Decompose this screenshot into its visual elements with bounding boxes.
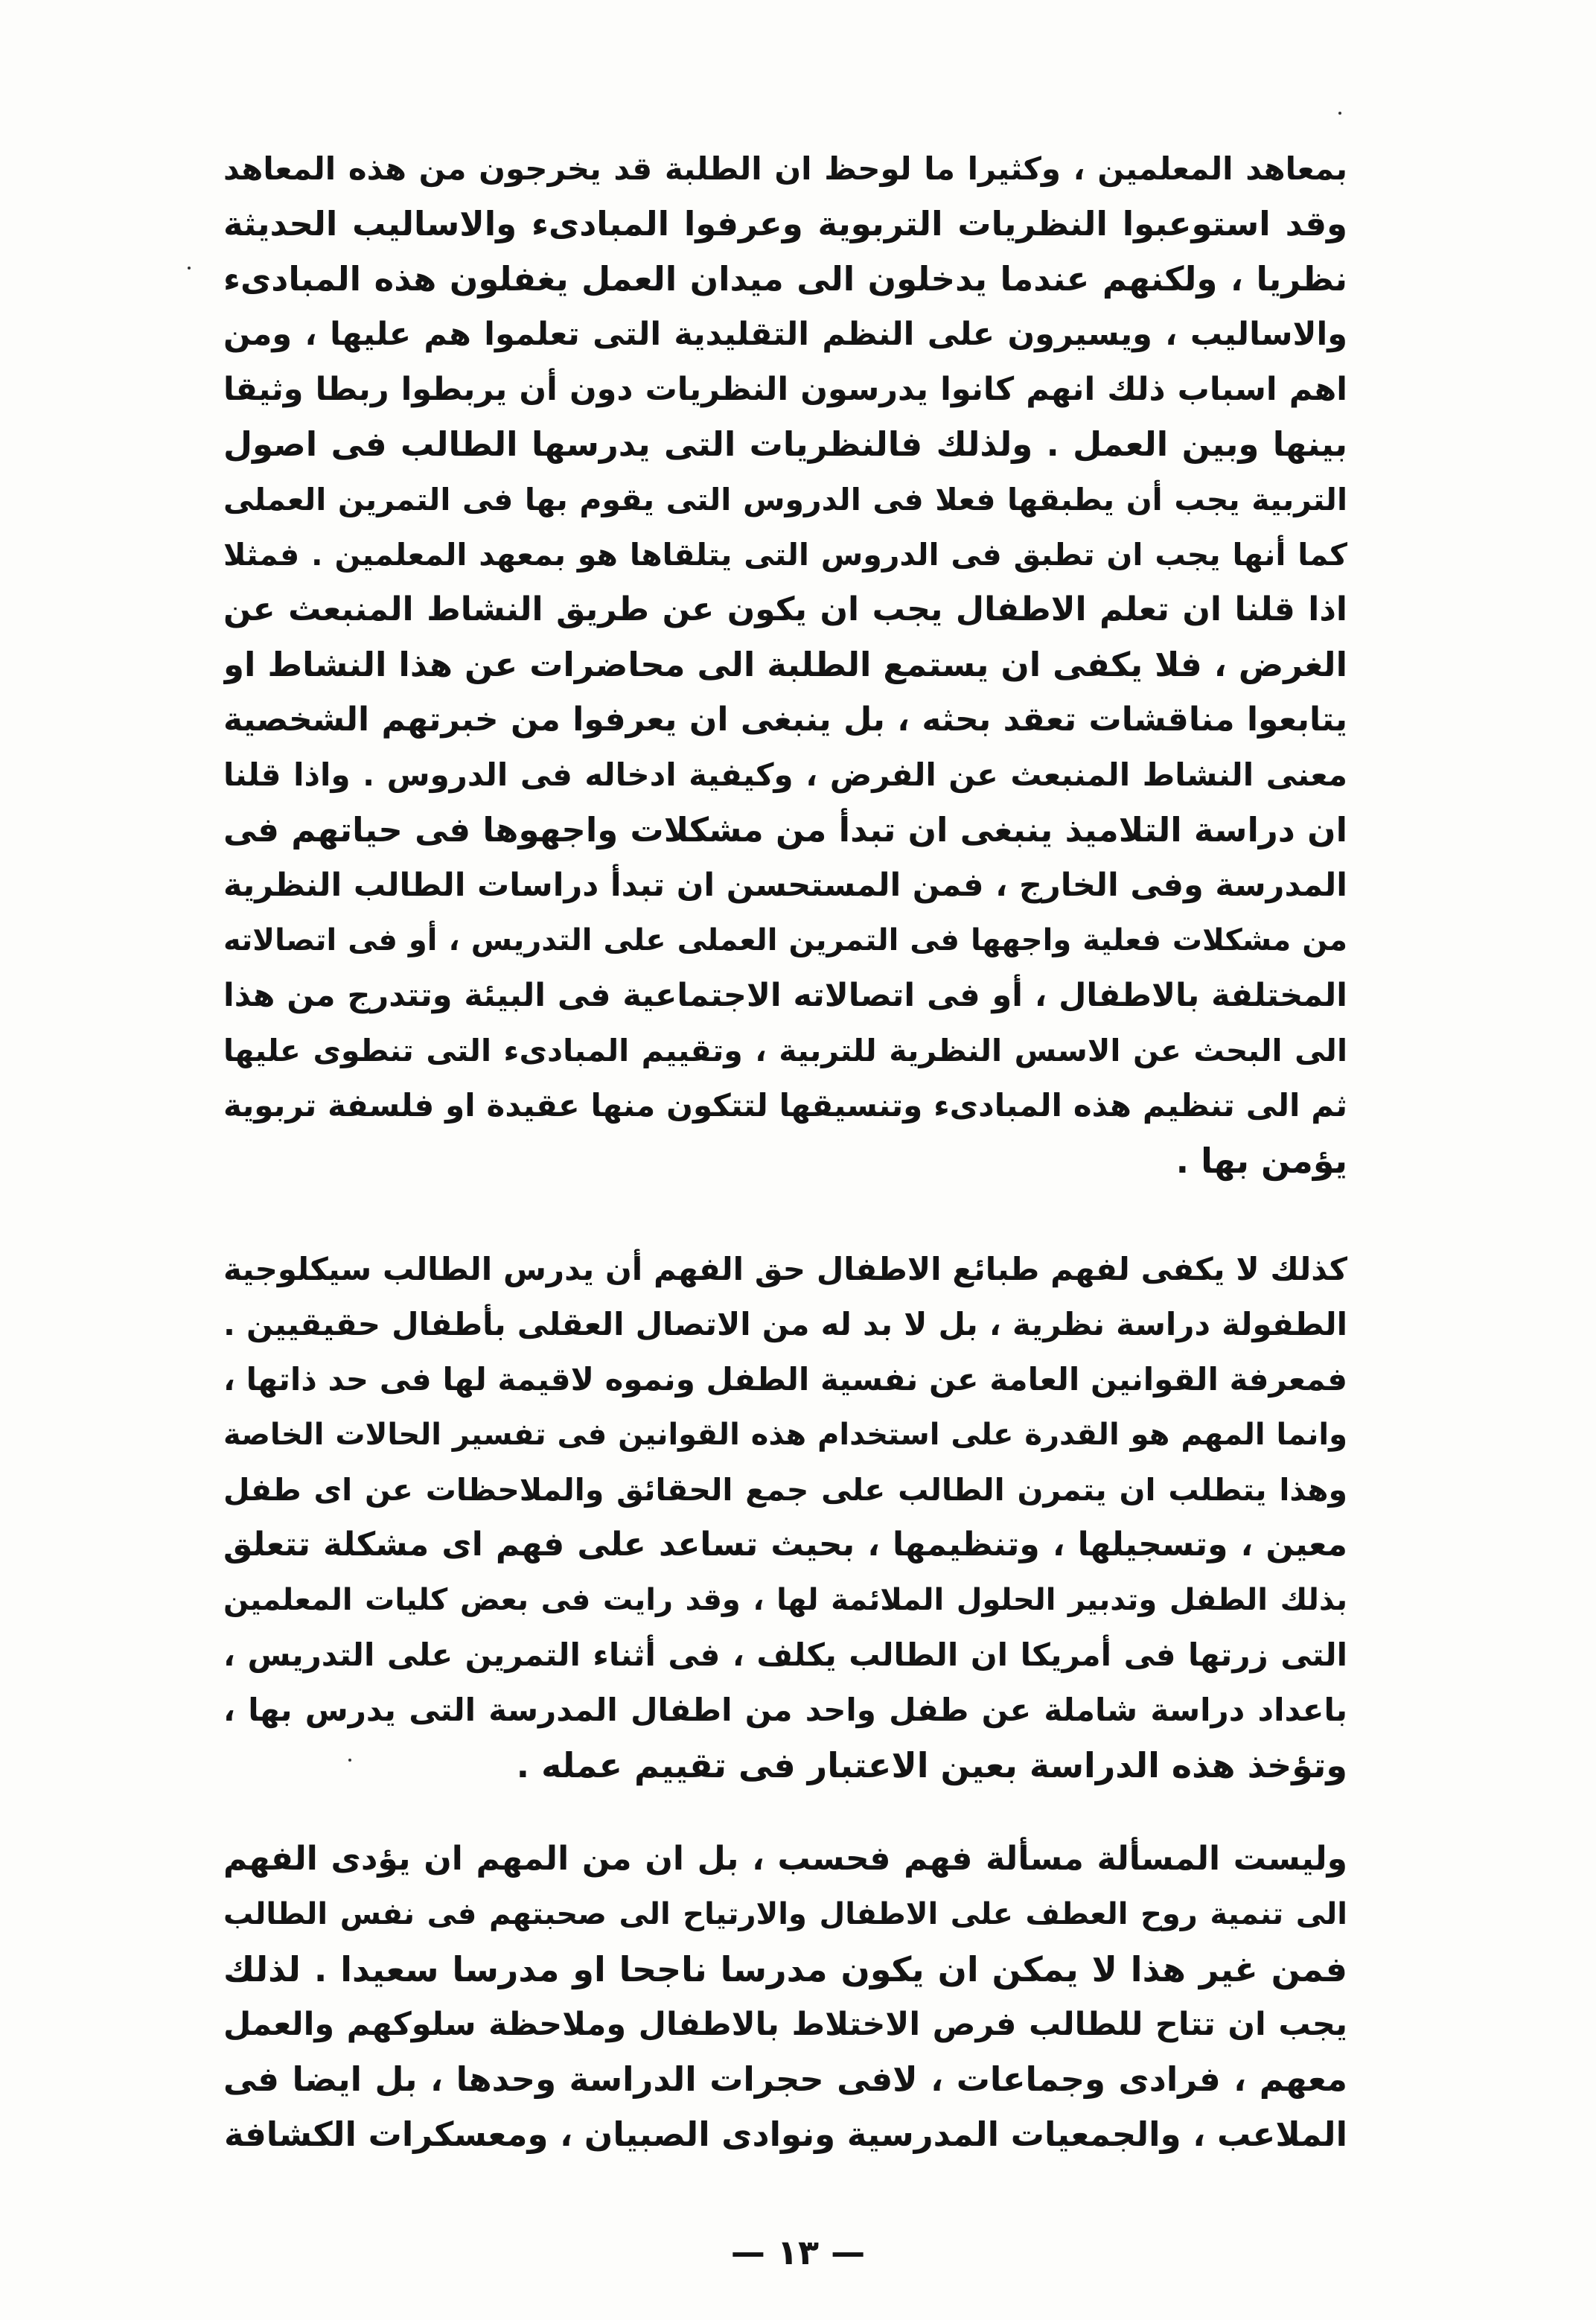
text-line: الى البحث عن الاسس النظرية للتربية ، وتقييم المبادىء التى تنطوى عليها xyxy=(223,1033,1347,1068)
text-line: التى زرتها فى أمريكا ان الطالب يكلف ، فى أثناء التمرين على التدريس ، xyxy=(223,1637,1347,1673)
text-line: الى تنمية روح العطف على الاطفال والارتياح الى صحبتهم فى نفس الطالب xyxy=(223,1897,1347,1931)
text-line: يجب ان تتاح للطالب فرص الاختلاط بالاطفال وملاحظة سلوكهم والعمل xyxy=(223,2006,1347,2043)
text-line: وهذا يتطلب ان يتمرن الطالب على جمع الحقائق والملاحظات عن اى طفل xyxy=(223,1472,1347,1508)
page-number: — ١٣ — xyxy=(730,2232,866,2272)
text-line: فمعرفة القوانين العامة عن نفسية الطفل ونموه لاقيمة لها فى حد ذاتها ، xyxy=(223,1361,1347,1398)
paragraph-3 xyxy=(223,1832,1347,2162)
text-line: بذلك الطفل وتدبير الحلول الملائمة لها ، وقد رايت فى بعض كليات المعلمين xyxy=(223,1583,1347,1617)
text-line: والاساليب ، ويسيرون على النظم التقليدية التى تعلموا هم عليها ، ومن xyxy=(223,316,1347,353)
text-line: معنى النشاط المنبعث عن الفرض ، وكيفية ادخاله فى الدروس . واذا قلنا xyxy=(223,756,1347,793)
text-line: باعداد دراسة شاملة عن طفل واحد من اطفال المدرسة التى يدرس بها ، xyxy=(223,1692,1347,1728)
text-line: كما أنها يجب ان تطبق فى الدروس التى يتلقاها هو بمعهد المعلمين . فمثلا xyxy=(223,537,1347,573)
text-line: معين ، وتسجيلها ، وتنظيمها ، بحيث تساعد على فهم اى مشكلة تتعلق xyxy=(223,1526,1347,1564)
text-line: وتؤخذ هذه الدراسة بعين الاعتبار فى تقييم عمله . xyxy=(516,1745,1347,1785)
text-line: وليست المسألة مسألة فهم فحسب ، بل ان من المهم ان يؤدى الفهم xyxy=(223,1840,1347,1878)
text-line: يتابعوا مناقشات تعقد بحثه ، بل ينبغى ان يعرفوا من خبرتهم الشخصية xyxy=(223,701,1347,739)
text-line: ان دراسة التلاميذ ينبغى ان تبدأ من مشكلات واجهوها فى حياتهم فى xyxy=(223,810,1347,850)
text-line: اذا قلنا ان تعلم الاطفال يجب ان يكون عن طريق النشاط المنبعث عن xyxy=(223,590,1347,628)
text-line: فمن غير هذا لا يمكن ان يكون مدرسا ناجحا او مدرسا سعيدا . لذلك xyxy=(223,1949,1347,1989)
text-line: معهم ، فرادى وجماعات ، لافى حجرات الدراسة وحدها ، بل ايضا فى xyxy=(223,2059,1347,2099)
text-line: يؤمن بها . xyxy=(1175,1141,1347,1181)
text-line: ثم الى تنظيم هذه المبادىء وتنسيقها لتتكون منها عقيدة او فلسفة تربوية xyxy=(223,1087,1347,1124)
text-line: وانما المهم هو القدرة على استخدام هذه القوانين فى تفسير الحالات الخاصة xyxy=(223,1418,1347,1452)
text-line: وقد استوعبوا النظريات التربوية وعرفوا المبادىء والاساليب الحديثة xyxy=(223,204,1347,243)
text-line: الطفولة دراسة نظرية ، بل لا بد له من الاتصال العقلى بأطفال حقيقيين . xyxy=(223,1306,1347,1342)
text-line: الغرض ، فلا يكفى ان يستمع الطلبة الى محاضرات عن هذا النشاط او xyxy=(223,645,1347,684)
text-line: نظريا ، ولكنهم عندما يدخلون الى ميدان العمل يغفلون هذه المبادىء xyxy=(223,259,1347,299)
paragraph-1 xyxy=(223,141,1347,1188)
paragraph-2 xyxy=(223,1242,1347,1793)
scan-speck xyxy=(188,267,191,270)
text-line: بمعاهد المعلمين ، وكثيرا ما لوحظ ان الطلبة قد يخرجون من هذه المعاهد xyxy=(223,150,1347,187)
text-line: المدرسة وفى الخارج ، فمن المستحسن ان تبدأ دراسات الطالب النظرية xyxy=(223,867,1347,904)
text-line: كذلك لا يكفى لفهم طبائع الاطفال حق الفهم أن يدرس الطالب سيكلوجية xyxy=(223,1251,1347,1287)
text-line: اهم اسباب ذلك انهم كانوا يدرسون النظريات دون أن يربطوا ربطا وثيقا xyxy=(223,371,1347,408)
text-line: التربية يجب أن يطبقها فعلا فى الدروس التى يقوم بها فى التمرين العملى xyxy=(223,482,1347,517)
text-line: المختلفة بالاطفال ، أو فى اتصالاته الاجتماعية فى البيئة وتتدرج من هذا xyxy=(223,977,1347,1014)
text-line: من مشكلات فعلية واجهها فى التمرين العملى على التدريس ، أو فى اتصالاته xyxy=(223,923,1347,957)
text-line: الملاعب ، والجمعيات المدرسية ونوادى الصبيان ، ومعسكرات الكشافة xyxy=(224,2115,1347,2154)
scan-speck xyxy=(1338,112,1341,115)
text-line: بينها وبين العمل . ولذلك فالنظريات التى يدرسها الطالب فى اصول xyxy=(223,424,1347,464)
